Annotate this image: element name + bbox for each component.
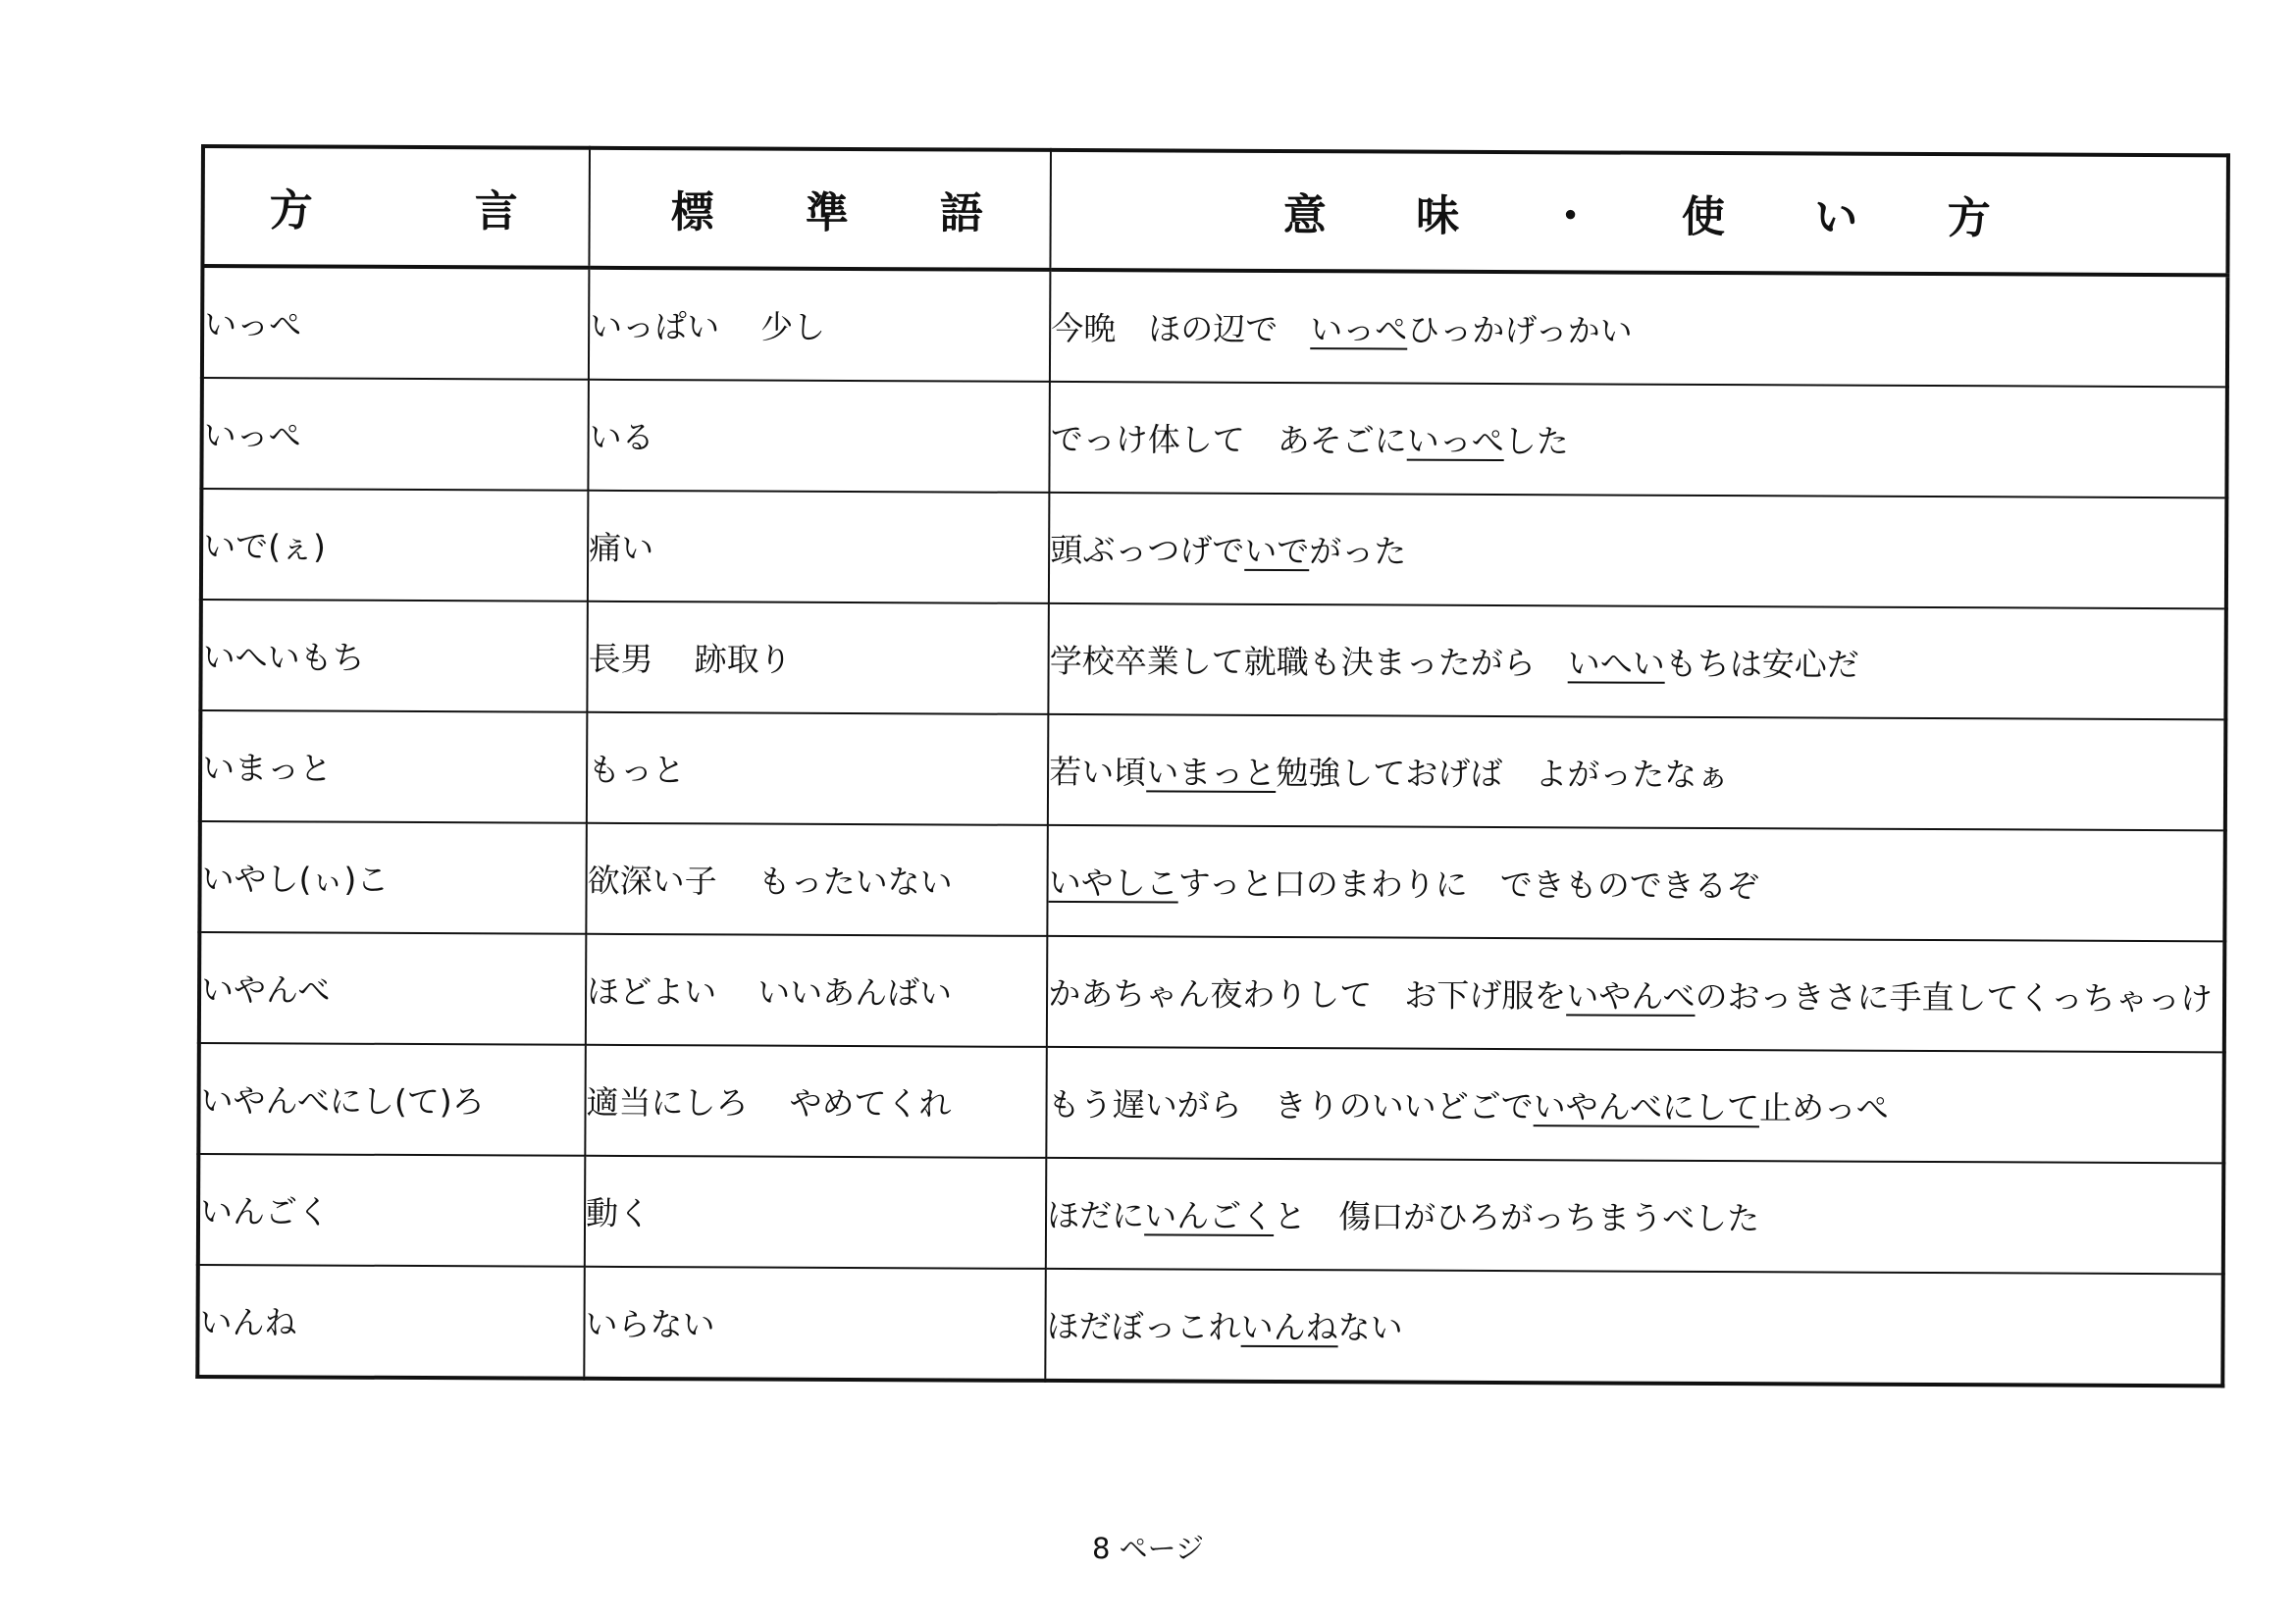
header-dialect (202, 146, 590, 268)
usage-text: がった (1309, 532, 1407, 571)
usage-text: もちは安心だ (1664, 644, 1859, 684)
standard-word: いっぱい (590, 306, 720, 346)
usage-cell (1050, 270, 2227, 387)
usage-text: ほだに (1047, 1195, 1145, 1235)
usage-highlight: いで (1244, 531, 1310, 571)
usage-cell (1046, 1047, 2223, 1163)
header-char: 言 (474, 186, 518, 237)
header-char: 使 (1681, 191, 1726, 243)
dialect-table (195, 144, 2230, 1387)
usage-highlight: いっぺ (1310, 310, 1408, 349)
standard-word: いいあんばい (757, 972, 953, 1013)
header-char: い (1814, 192, 1858, 243)
dialect-cell: いへいもち (200, 600, 588, 712)
usage-text: でっけ体して あそごに (1050, 419, 1407, 460)
standard-word: 跡取り (694, 640, 792, 679)
header-standard (589, 148, 1051, 270)
table-row (199, 821, 2224, 941)
header-char: 方 (1947, 193, 1991, 244)
standard-word: 痛い (589, 528, 654, 568)
usage-text: 頭ぶっつげで (1050, 530, 1245, 570)
usage-highlight: いへい (1567, 644, 1665, 683)
standard-cell (588, 380, 1050, 493)
usage-text: すっと口のまわりに できものできるぞ (1177, 864, 1759, 906)
header-row (202, 146, 2228, 275)
usage-text: 今晩 ほの辺で (1051, 308, 1311, 349)
header-char: ・ (1548, 191, 1592, 242)
standard-cell (587, 602, 1049, 714)
standard-word: もったいない (757, 862, 953, 902)
table-row (199, 932, 2224, 1052)
dialect-cell: いやんべにし(て)ろ (198, 1043, 586, 1156)
page-number: 8 ページ (1091, 1532, 1205, 1565)
usage-cell (1046, 1158, 2223, 1274)
table-row (202, 266, 2227, 387)
header-char: 標 (670, 187, 714, 238)
usage-text: 止めっぺ (1758, 1088, 1889, 1127)
usage-highlight: いんごく (1144, 1196, 1275, 1235)
standard-cell (587, 712, 1049, 825)
standard-cell (586, 934, 1048, 1047)
usage-highlight: いやしこ (1048, 863, 1178, 903)
usage-text: した (1503, 422, 1569, 461)
usage-text: ほだぼっこれ (1046, 1306, 1241, 1346)
dialect-cell: いんね (197, 1265, 585, 1379)
usage-cell (1048, 825, 2225, 941)
usage-text: 学校卒業して就職も決まったがら (1049, 641, 1568, 683)
standard-word: いる (589, 417, 654, 457)
table-row (200, 710, 2225, 830)
dialect-cell: いっぺ (202, 266, 590, 380)
usage-highlight: いやんべにして (1533, 1087, 1760, 1127)
standard-cell (585, 1156, 1047, 1269)
standard-word: もっと (588, 750, 686, 790)
usage-highlight: いまっと (1146, 753, 1277, 792)
usage-cell (1045, 1269, 2222, 1386)
standard-cell (586, 823, 1048, 936)
usage-text: と 傷口がひろがっちまうべした (1274, 1196, 1760, 1238)
standard-word: 長男 (588, 639, 653, 679)
usage-text: 若い頃 (1049, 752, 1147, 792)
header-char: 方 (269, 185, 313, 236)
usage-text: 勉強しておげば よがったなぁ (1276, 753, 1730, 795)
standard-cell (588, 491, 1050, 603)
header-char: 語 (939, 188, 983, 239)
usage-text: かあちゃん夜わりして お下げ服を (1048, 973, 1567, 1016)
table-row (197, 1265, 2222, 1386)
header-char: 味 (1416, 190, 1460, 241)
usage-cell (1049, 603, 2226, 719)
dialect-cell: いで(ぇ) (201, 489, 589, 602)
usage-cell (1049, 493, 2226, 608)
usage-highlight: いんね (1240, 1307, 1338, 1347)
usage-text: ない (1337, 1308, 1403, 1347)
standard-word: 少し (760, 307, 826, 346)
usage-highlight: いやんべ (1566, 976, 1696, 1016)
usage-cell (1047, 936, 2224, 1052)
header-char: 意 (1282, 190, 1327, 241)
standard-cell (584, 1267, 1046, 1381)
table-row (200, 600, 2225, 719)
dialect-cell: いやんべ (199, 932, 587, 1045)
usage-cell (1050, 382, 2227, 497)
usage-cell (1048, 714, 2225, 830)
header-usage (1051, 150, 2228, 275)
standard-word: いらない (585, 1304, 715, 1344)
dialect-cell: いやし(ぃ)こ (199, 821, 587, 934)
usage-text: ひっかげっかい (1407, 310, 1633, 350)
standard-cell (585, 1045, 1047, 1158)
usage-text: のおっきさに手直してくっちゃっけ (1695, 976, 2214, 1019)
table-row (201, 489, 2226, 608)
table-row (198, 1154, 2223, 1274)
standard-word: 欲深い子 (587, 861, 717, 901)
dialect-cell: いっぺ (201, 378, 589, 491)
usage-text: もう遅いがら きりのいいどごで (1047, 1084, 1534, 1126)
dialect-cell: いんごく (198, 1154, 586, 1267)
header-char: 準 (805, 187, 849, 238)
standard-word: 動く (586, 1193, 652, 1233)
standard-word: 適当にしろ (586, 1082, 749, 1123)
standard-word: やめてくれ (789, 1083, 952, 1124)
standard-cell (589, 268, 1051, 382)
table-row (198, 1043, 2223, 1163)
usage-highlight: いっぺ (1406, 421, 1504, 461)
dialect-cell: いまっと (200, 710, 588, 823)
standard-word: ほどよい (587, 971, 717, 1012)
table-row (201, 378, 2226, 497)
